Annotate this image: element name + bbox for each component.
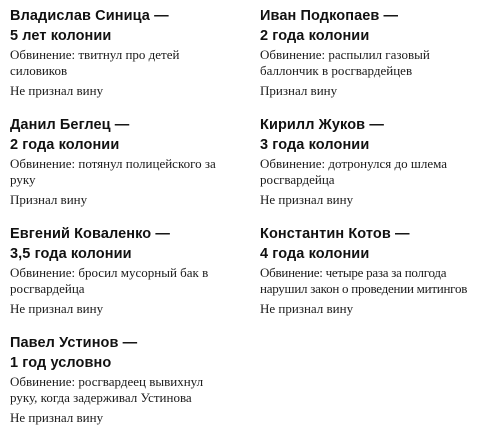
defendant-name: Кирилл Жуков — — [260, 117, 384, 133]
defendant-name: Иван Подкопаев — — [260, 8, 399, 24]
defendant-plea: Не признал вину — [260, 192, 354, 207]
defendant-sentence: 2 года колонии — [260, 28, 370, 44]
defendant-sentence: 4 года колонии — [260, 246, 370, 262]
defendant-sentence: 5 лет колонии — [10, 28, 112, 44]
defendant-card-podkopaev — [260, 6, 495, 115]
defendant-name: Константин Котов — — [260, 226, 410, 242]
defendant-card-kotov — [260, 224, 495, 333]
defendant-plea: Признал вину — [10, 192, 88, 207]
defendant-name: Данил Беглец — — [10, 117, 130, 133]
defendant-plea: Признал вину — [260, 83, 338, 98]
defendant-card-kovalenko — [10, 224, 260, 333]
defendants-grid — [10, 6, 495, 442]
defendant-plea: Не признал вину — [260, 301, 354, 316]
defendant-card-zhukov — [260, 115, 495, 224]
defendant-charge: Обвинение: росгвардеец вывихнул руку, когда задерживал Устинова — [10, 374, 204, 405]
defendant-sentence: 3 года колонии — [260, 137, 370, 153]
defendant-sentence: 3,5 года колонии — [10, 246, 132, 262]
defendant-charge: Обвинение: потянул полицейского за руку — [10, 156, 216, 187]
defendant-plea: Не признал вину — [10, 410, 104, 425]
defendant-name: Владислав Синица — — [10, 8, 169, 24]
defendant-charge: Обвинение: бросил мусорный бак в росгвардейца — [10, 265, 209, 296]
defendant-charge: Обвинение: дотронулся до шлема росгвардейца — [260, 156, 448, 187]
defendant-card-ustinov — [10, 333, 260, 442]
defendant-plea: Не признал вину — [10, 301, 104, 316]
defendant-card-sinitsa — [10, 6, 260, 115]
defendant-sentence: 1 год условно — [10, 355, 112, 371]
defendant-plea: Не признал вину — [10, 83, 104, 98]
defendant-charge: Обвинение: четыре раза за полгода нарушил закон о проведении митингов — [260, 265, 468, 296]
defendant-name: Евгений Коваленко — — [10, 226, 170, 242]
defendant-card-beglets — [10, 115, 260, 224]
defendant-charge: Обвинение: распылил газовый баллончик в росгвардейцев — [260, 47, 430, 78]
defendant-charge: Обвинение: твитнул про детей силовиков — [10, 47, 180, 78]
defendant-name: Павел Устинов — — [10, 335, 138, 351]
defendant-sentence: 2 года колонии — [10, 137, 120, 153]
